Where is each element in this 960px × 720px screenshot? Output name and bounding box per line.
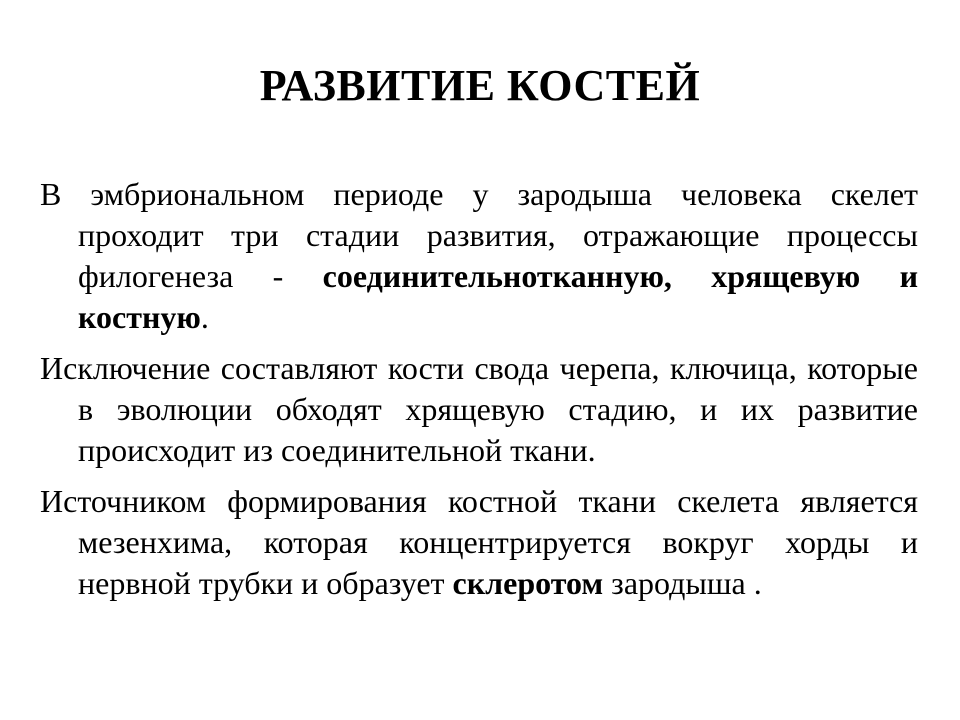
paragraph-bold-stages: соединительнотканную, хрящевую и костную bbox=[78, 258, 918, 335]
paragraph-text-end: зародыша . bbox=[603, 565, 762, 601]
paragraph-bold-sclerotome: склеротом bbox=[452, 565, 604, 601]
paragraph-exception bbox=[40, 348, 918, 471]
paragraph-text: Исключение составляют кости свода черепа, ключица, которые в эволюции обходят хрящевую стадию, и их развитие происходит из соединительной ткани. bbox=[40, 350, 918, 468]
paragraph-embryonic-stages bbox=[40, 174, 918, 338]
paragraph-text: В эмбриональном периоде у зародыша человека скелет проходит три стадии развития, отражающие процессы филогенеза - bbox=[40, 176, 918, 294]
slide-body bbox=[40, 174, 918, 614]
paragraph-source bbox=[40, 481, 918, 604]
paragraph-text: Источником формирования костной ткани скелета является мезенхима, которая концентрируется вокруг хорды и нервной трубки и образует bbox=[40, 483, 918, 601]
paragraph-text-end: . bbox=[200, 299, 209, 335]
slide-title: РАЗВИТИЕ КОСТЕЙ bbox=[259, 61, 701, 110]
